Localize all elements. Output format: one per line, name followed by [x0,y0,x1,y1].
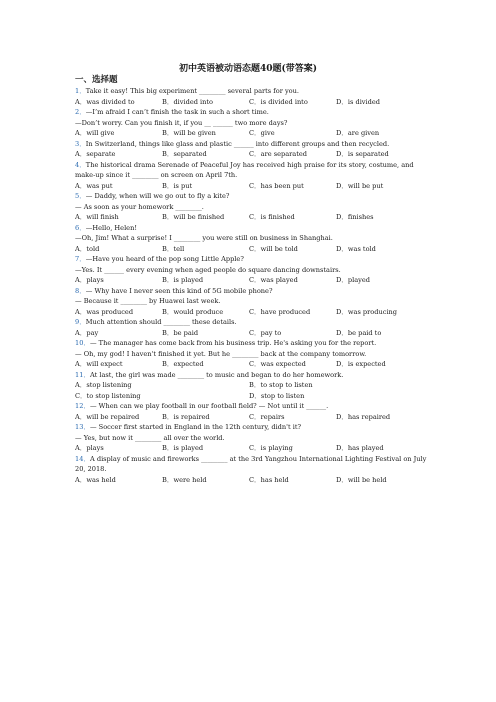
answer-option[interactable]: D．has repaired [336,412,391,421]
options-row [75,307,435,318]
answer-option[interactable]: C．repairs [249,412,285,421]
question-number: 4． [75,160,86,169]
answer-option[interactable]: A．plays [75,444,104,452]
question-text: —Oh, Jim! What a surprise! I ________ you were still on business in Shanghai. [75,234,333,242]
question-number: 14． [75,454,90,463]
options-row [75,443,435,454]
answer-option[interactable]: C．was played [249,276,298,284]
question-stem [75,286,435,297]
answer-option[interactable]: C．to stop listening [75,391,141,400]
answer-option[interactable]: A．pay [75,328,99,337]
answer-option[interactable]: A．was put [75,181,113,190]
answer-option[interactable]: B．be paid [162,328,199,337]
answer-option[interactable]: A．plays [75,276,104,284]
answer-option[interactable]: B．will be finished [162,213,225,221]
question-stem [75,401,435,412]
answer-option[interactable]: B．tell [162,244,185,253]
answer-option[interactable]: A．will expect [75,360,123,368]
answer-option[interactable]: B．will be given [162,129,216,137]
answer-option[interactable]: B．is repaired [162,412,210,421]
question-text: Much attention should ________ these details. [85,318,237,326]
answer-option[interactable]: B．is put [162,181,193,190]
question-stem [75,296,435,307]
question-number: 3． [75,139,86,148]
answer-option[interactable]: A．was divided to [75,97,135,106]
question-stem [75,433,435,444]
answer-option[interactable]: D．is divided [336,97,380,106]
answer-option[interactable]: D．stop to listen [249,391,305,400]
question-stem [75,265,435,276]
answer-option[interactable]: C．has held [249,475,289,484]
question-text: — Daddy, when will we go out to fly a kite? [85,192,230,200]
question-item [75,454,435,486]
answer-option[interactable]: C．is playing [249,444,293,452]
options-row [75,128,435,139]
question-text: —Yes. It ______ every evening when aged people do square dancing downstairs. [75,265,341,274]
question-stem [75,254,435,265]
question-text: The historical drama Serenade of Peaceful Joy has received high praise for its story, costume, and make-up since it ________ on screen on April 7th. [75,160,414,179]
question-stem [75,223,435,234]
options-row [75,391,435,402]
question-text: Take it easy! This big experiment ________ several parts for you. [85,87,299,95]
section-heading: 一、选择题 [75,75,118,85]
question-text: —I’m afraid I can’t finish the task in such a short time. [85,108,269,116]
options-row [75,328,435,339]
answer-option[interactable]: C．will be told [249,244,298,253]
question-text: — Soccer first started in England in the 12th century, didn't it? [89,423,302,431]
answer-option[interactable]: D．was told [336,244,376,253]
question-item [75,317,435,338]
options-row [75,149,435,160]
question-number: 13． [75,423,90,431]
options-row [75,380,435,391]
answer-option[interactable]: C．is divided into [249,97,308,106]
question-stem [75,139,435,150]
question-number: 12． [75,402,90,410]
answer-option[interactable]: B．expected [162,360,204,368]
question-item [75,254,435,286]
question-text: — Oh, my god! I haven't finished it yet. But he ________ back at the company tomorrow. [75,349,367,358]
page-title: 初中英语被动语态题40题(带答案) [178,64,318,74]
question-item [75,286,435,318]
options-row [75,212,435,223]
question-stem [75,370,435,381]
question-text: At last, the girl was made ________ to music and began to do her homework. [89,370,344,379]
answer-option[interactable]: B．divided into [162,97,214,106]
question-text: — Why have I never seen this kind of 5G mobile phone? [85,286,273,295]
question-item [75,86,435,107]
options-row [75,97,435,108]
answer-option[interactable]: A．was produced [75,307,134,316]
question-number: 5． [75,192,86,200]
question-item [75,107,435,139]
question-item [75,338,435,370]
question-number: 7． [75,255,86,263]
options-row [75,475,435,486]
question-text: — The manager has come back from his business trip. He's asking you for the report. [89,339,377,347]
question-number: 1． [75,87,86,95]
options-row [75,412,435,423]
answer-option[interactable]: D．is expected [336,360,386,368]
question-stem [75,191,435,202]
question-stem [75,86,435,97]
question-item [75,223,435,255]
answer-option[interactable]: B．would produce [162,307,224,316]
answer-option[interactable]: B．separated [162,150,207,158]
question-stem [75,233,435,244]
answer-option[interactable]: B．is played [162,444,204,452]
answer-option[interactable]: C．give [249,129,275,137]
question-stem [75,202,435,213]
options-row [75,244,435,255]
answer-option[interactable]: D．will be held [336,475,387,484]
answer-option[interactable]: B．were held [162,475,207,484]
answer-option[interactable]: A．told [75,244,100,253]
question-stem [75,349,435,360]
question-stem [75,422,435,433]
question-stem [75,118,435,129]
question-number: 9． [75,318,86,326]
question-stem [75,454,435,475]
question-number: 8． [75,286,86,295]
answer-option[interactable]: A．will finish [75,213,119,221]
answer-option[interactable]: A．will give [75,129,115,137]
answer-option[interactable]: A．will be repaired [75,412,140,421]
question-text: — Because it ________ by Huawei last week. [75,297,221,305]
question-item [75,401,435,422]
answer-option[interactable]: D．played [336,276,370,284]
answer-option[interactable]: C．have produced [249,307,311,316]
question-text: —Don’t worry. Can you finish it, if you __ ______ two more days? [75,118,288,127]
question-stem [75,317,435,328]
question-stem [75,107,435,118]
answer-option[interactable]: C．was expected [249,360,306,368]
question-stem [75,160,435,181]
answer-option[interactable]: A．separate [75,150,116,158]
question-text: A display of music and fireworks ________ at the 3rd Yangzhou International Lighting Festival on July 20, 2018. [75,454,427,473]
options-row [75,275,435,286]
question-text: — Yes, but now it ________ all over the world. [75,433,225,442]
question-text: — When can we play football in our football field? — Not until it ______. [89,402,329,410]
question-item [75,191,435,223]
answer-option[interactable]: B．is played [162,276,204,284]
question-number: 6． [75,223,86,232]
question-item [75,160,435,192]
question-text: In Switzerland, things like glass and plastic ______ into different groups and then recycled. [85,139,390,148]
question-item [75,422,435,454]
question-item [75,139,435,160]
question-number: 2． [75,108,86,116]
answer-option[interactable]: C．is finished [249,213,295,221]
question-text: —Hello, Helen! [85,223,137,232]
question-stem [75,338,435,349]
answer-option[interactable]: D．finishes [336,213,374,221]
answer-option[interactable]: A．was held [75,475,116,484]
question-text: — As soon as your homework ________. [75,202,204,211]
question-number: 11． [75,370,90,379]
answer-option[interactable]: D．has played [336,444,384,452]
answer-option[interactable]: D．will be put [336,181,384,190]
options-row [75,181,435,192]
options-row [75,359,435,370]
answer-option[interactable]: D．is separated [336,150,389,158]
answer-option[interactable]: B．to stop to listen [249,381,313,389]
question-item [75,370,435,402]
question-list [75,86,435,485]
answer-option[interactable]: C．pay to [249,328,282,337]
answer-option[interactable]: C．are separated [249,150,308,158]
answer-option[interactable]: D．was producing [336,307,398,316]
question-number: 10． [75,339,90,347]
answer-option[interactable]: D．be paid to [336,328,382,337]
answer-option[interactable]: C．has been put [249,181,304,190]
question-text: —Have you heard of the pop song Little Apple? [85,255,244,263]
answer-option[interactable]: D．are given [336,129,380,137]
answer-option[interactable]: A．stop listening [75,381,132,389]
